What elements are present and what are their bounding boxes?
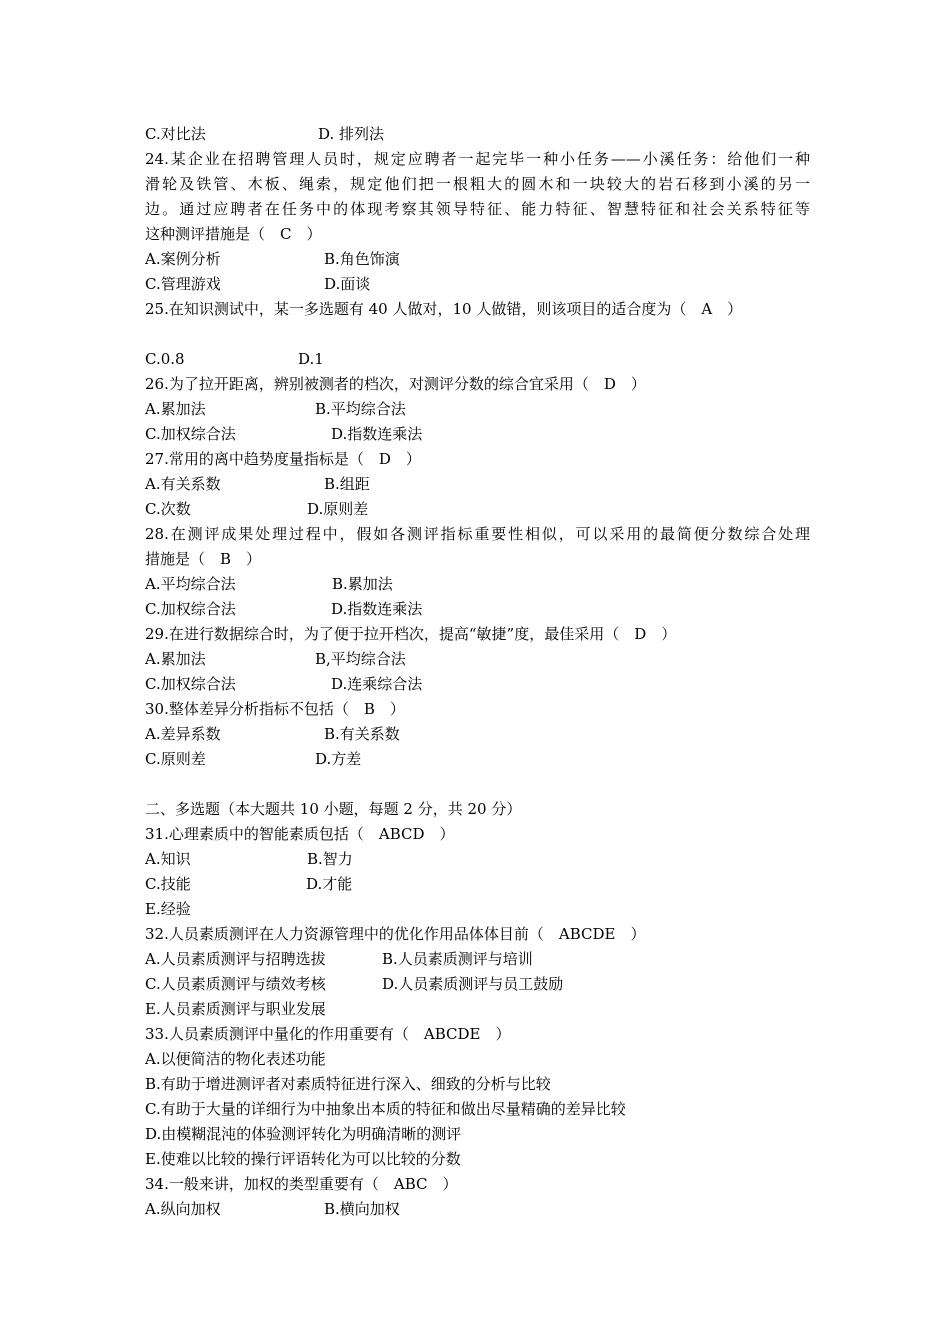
section-heading: 二、多选题（本大题共 10 小题，每题 2 分，共 20 分） [145,800,522,818]
option-d: D.方差 [315,750,362,768]
question-30: 30.整体差异分析指标不包括（ B ） [145,700,405,718]
option-row [145,422,810,447]
option-row [145,647,810,672]
option-row [145,122,810,147]
question-29: 29.在进行数据综合时，为了便于拉开档次，提高“敏捷”度，最佳采用（ D ） [145,625,677,643]
option-b: B.有助于增进测评者对素质特征进行深入、细致的分析与比较 [145,1075,551,1093]
option-a: A.累加法 [145,650,206,668]
question-34: 34.一般来讲，加权的类型重要有（ ABC ） [145,1175,458,1193]
option-b: B.人员素质测评与培训 [382,950,533,968]
option-b: B.累加法 [332,575,393,593]
option-d: D.面谈 [324,275,371,293]
option-b: B.组距 [324,475,370,493]
option-c: C.管理游戏 [145,275,221,293]
blank-line [145,772,810,797]
option-b: B.横向加权 [324,1200,400,1218]
option-a: A.人员素质测评与招聘选拔 [145,950,326,968]
option-c: C.加权综合法 [145,600,236,618]
option-row [145,397,810,422]
option-c: C.技能 [145,875,191,893]
option-row [145,572,810,597]
option-a: A.纵向加权 [145,1200,221,1218]
question-24-line-3: 边。通过应聘者在任务中的体现考察其领导特征、能力特征、智慧特征和社会关系特征等 [145,200,810,218]
option-a: A.以便简洁的物化表述功能 [145,1050,326,1068]
option-row [145,972,810,997]
option-a: A.有关系数 [145,475,221,493]
option-c: C.0.8 [145,350,185,368]
option-a: A.案例分析 [145,250,221,268]
question-26: 26.为了拉开距离，辨别被测者的档次，对测评分数的综合宜采用（ D ） [145,375,646,393]
question-33: 33.人员素质测评中量化的作用重要有（ ABCDE ） [145,1025,511,1043]
option-row [145,247,810,272]
option-c: C.次数 [145,500,191,518]
question-25: 25.在知识测试中，某一多选题有 40 人做对，10 人做错，则该项目的适合度为（ A ） [145,300,743,318]
option-c: C.对比法 [145,125,206,143]
blank-line [145,322,810,347]
option-d: D.指数连乘法 [331,425,423,443]
option-row [145,747,810,772]
option-c: C.加权综合法 [145,425,236,443]
option-e: E.经验 [145,900,191,918]
question-28-line-1: 28.在测评成果处理过程中，假如各测评指标重要性相似，可以采用的最简便分数综合处理 [145,525,810,543]
option-a: A.知识 [145,850,191,868]
option-row [145,347,810,372]
option-row [145,722,810,747]
question-27: 27.常用的离中趋势度量指标是（ D ） [145,450,421,468]
question-28-line-2: 措施是（ B ） [145,550,262,568]
option-row [145,597,810,622]
option-a: A.差异系数 [145,725,221,743]
option-c: C.有助于大量的详细行为中抽象出本质的特征和做出尽量精确的差异比较 [145,1100,626,1118]
option-row [145,847,810,872]
question-24-line-2: 滑轮及铁管、木板、绳索，规定他们把一根粗大的圆木和一块较大的岩石移到小溪的另一 [145,175,810,193]
option-c: C.加权综合法 [145,675,236,693]
option-b: B.有关系数 [324,725,400,743]
option-row [145,947,810,972]
option-c: C.原则差 [145,750,206,768]
option-a: A.平均综合法 [145,575,236,593]
option-d: D.连乘综合法 [331,675,423,693]
option-b: B,平均综合法 [315,650,406,668]
option-b: B.角色饰演 [324,250,400,268]
document-body [145,122,810,1222]
option-row [145,1197,810,1222]
option-row [145,497,810,522]
option-row [145,272,810,297]
option-d: D.指数连乘法 [331,600,423,618]
option-row [145,472,810,497]
option-d: D.原则差 [307,500,369,518]
option-a: A.累加法 [145,400,206,418]
option-e: E.人员素质测评与职业发展 [145,1000,326,1018]
option-d: D.才能 [306,875,353,893]
question-24-line-4: 这种测评措施是（ C ） [145,225,322,243]
question-31: 31.心理素质中的智能素质包括（ ABCD ） [145,825,455,843]
option-row [145,672,810,697]
option-e: E.使难以比较的操行评语转化为可以比较的分数 [145,1150,461,1168]
option-d: D.1 [298,350,324,368]
option-d: D.人员素质测评与员工鼓励 [382,975,564,993]
option-c: C.人员素质测评与绩效考核 [145,975,326,993]
question-32: 32.人员素质测评在人力资源管理中的优化作用品体体目前（ ABCDE ） [145,925,646,943]
option-b: B.智力 [307,850,353,868]
question-24-line-1: 24.某企业在招聘管理人员时，规定应聘者一起完毕一种小任务——小溪任务：给他们一种 [145,150,810,168]
option-row [145,872,810,897]
option-d: D.由模糊混沌的体验测评转化为明确清晰的测评 [145,1125,462,1143]
option-b: B.平均综合法 [315,400,406,418]
option-d: D. 排列法 [318,125,385,143]
